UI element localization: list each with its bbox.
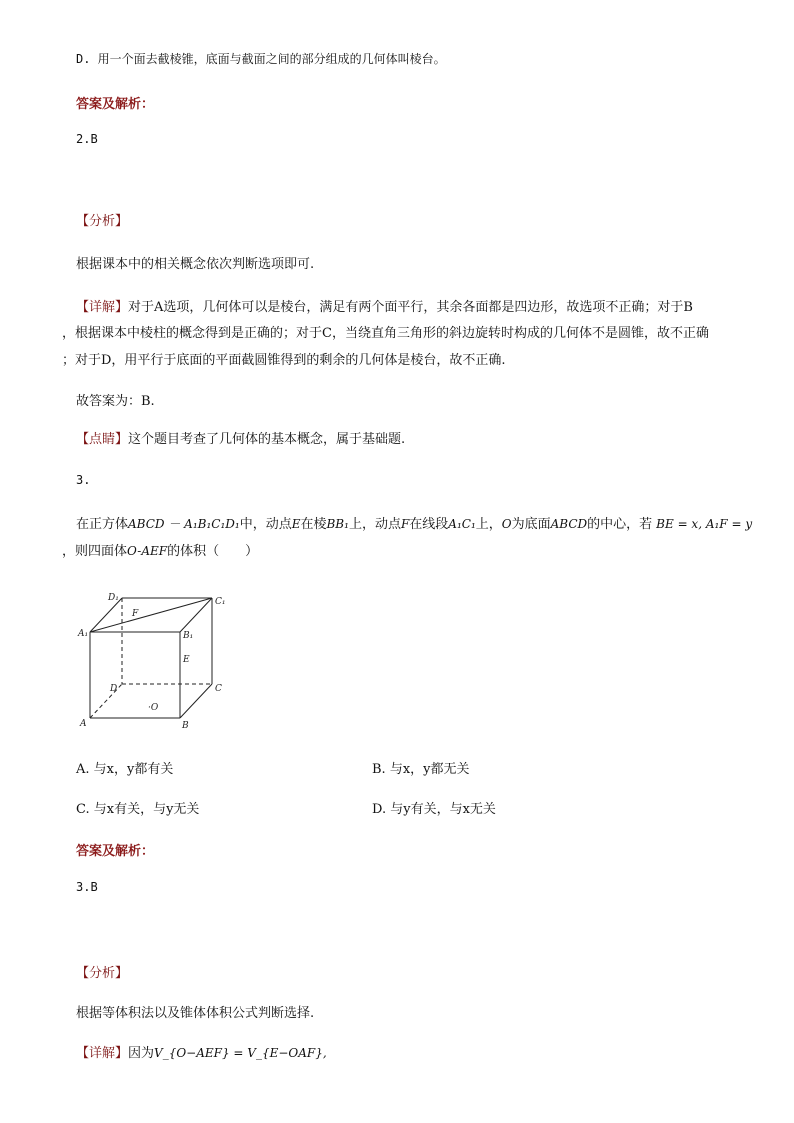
q2-detail-line2: ，根据课本中棱柱的概念得到是正确的；对于C，当绕直角三角形的斜边旋转时构成的几何体不是圆锥，故不正确 bbox=[62, 326, 709, 341]
segment-a1c1 bbox=[90, 598, 212, 632]
q3-detail: 【详解】因为V_{O−AEF} = V_{E−OAF}, bbox=[76, 1046, 327, 1061]
label-o: ·O bbox=[148, 703, 159, 713]
q3-stem-line1: 在正方体ABCD － A₁B₁C₁D₁中，动点E在棱BB₁上，动点F在线段A₁C₁上，O为底面ABCD的中心，若 BE = x, A₁F = y bbox=[76, 517, 753, 532]
q2-detail-line1: 【详解】对于A选项，几何体可以是棱台，满足有两个面平行，其余各面都是四边形，故选项不正确；对于B bbox=[76, 300, 693, 315]
label-a: A bbox=[80, 719, 87, 729]
q3-answer: 3.B bbox=[76, 880, 98, 894]
q3-answer-header: 答案及解析： bbox=[76, 844, 155, 859]
q3-analysis-tag: 【分析】 bbox=[76, 966, 129, 981]
q3-stem-line2: ，则四面体O-AEF的体积（ ） bbox=[62, 544, 259, 559]
q2-option-d: D. 用一个面去截棱锥，底面与截面之间的部分组成的几何体叫棱台。 bbox=[76, 52, 446, 66]
label-b: B bbox=[182, 721, 189, 731]
q2-answer: 2.B bbox=[76, 132, 98, 146]
label-c1: C₁ bbox=[215, 597, 226, 607]
q3-option-b[interactable]: B. 与x，y都无关 bbox=[372, 762, 470, 777]
q2-answer-header: 答案及解析： bbox=[76, 97, 155, 112]
edge-a1d1 bbox=[90, 598, 122, 632]
label-b1: B₁ bbox=[183, 631, 194, 641]
label-a1: A₁ bbox=[78, 629, 89, 639]
q3-option-c[interactable]: C. 与x有关，与y无关 bbox=[76, 802, 200, 817]
label-e: E bbox=[183, 655, 190, 665]
q3-analysis-text: 根据等体积法以及锥体体积公式判断选择. bbox=[76, 1006, 315, 1021]
edge-b1c1 bbox=[180, 598, 212, 632]
q3-option-a[interactable]: A. 与x，y都有关 bbox=[76, 762, 174, 777]
q3-option-d[interactable]: D. 与y有关，与x无关 bbox=[372, 802, 496, 817]
label-d1: D₁ bbox=[108, 593, 119, 603]
q2-detail-line3: ；对于D，用平行于底面的平面截圆锥得到的剩余的几何体是棱台，故不正确. bbox=[62, 353, 506, 368]
edge-bc bbox=[180, 684, 212, 718]
q2-conclusion: 故答案为：B. bbox=[76, 394, 155, 409]
q2-analysis-tag: 【分析】 bbox=[76, 214, 129, 229]
q2-comment: 【点睛】这个题目考查了几何体的基本概念，属于基础题. bbox=[76, 432, 406, 447]
label-c: C bbox=[215, 684, 222, 694]
label-f: F bbox=[132, 609, 139, 619]
q2-analysis-text: 根据课本中的相关概念依次判断选项即可. bbox=[76, 257, 315, 272]
label-d: D bbox=[110, 684, 118, 694]
cube-figure bbox=[76, 590, 246, 735]
q3-number: 3. bbox=[76, 473, 91, 487]
